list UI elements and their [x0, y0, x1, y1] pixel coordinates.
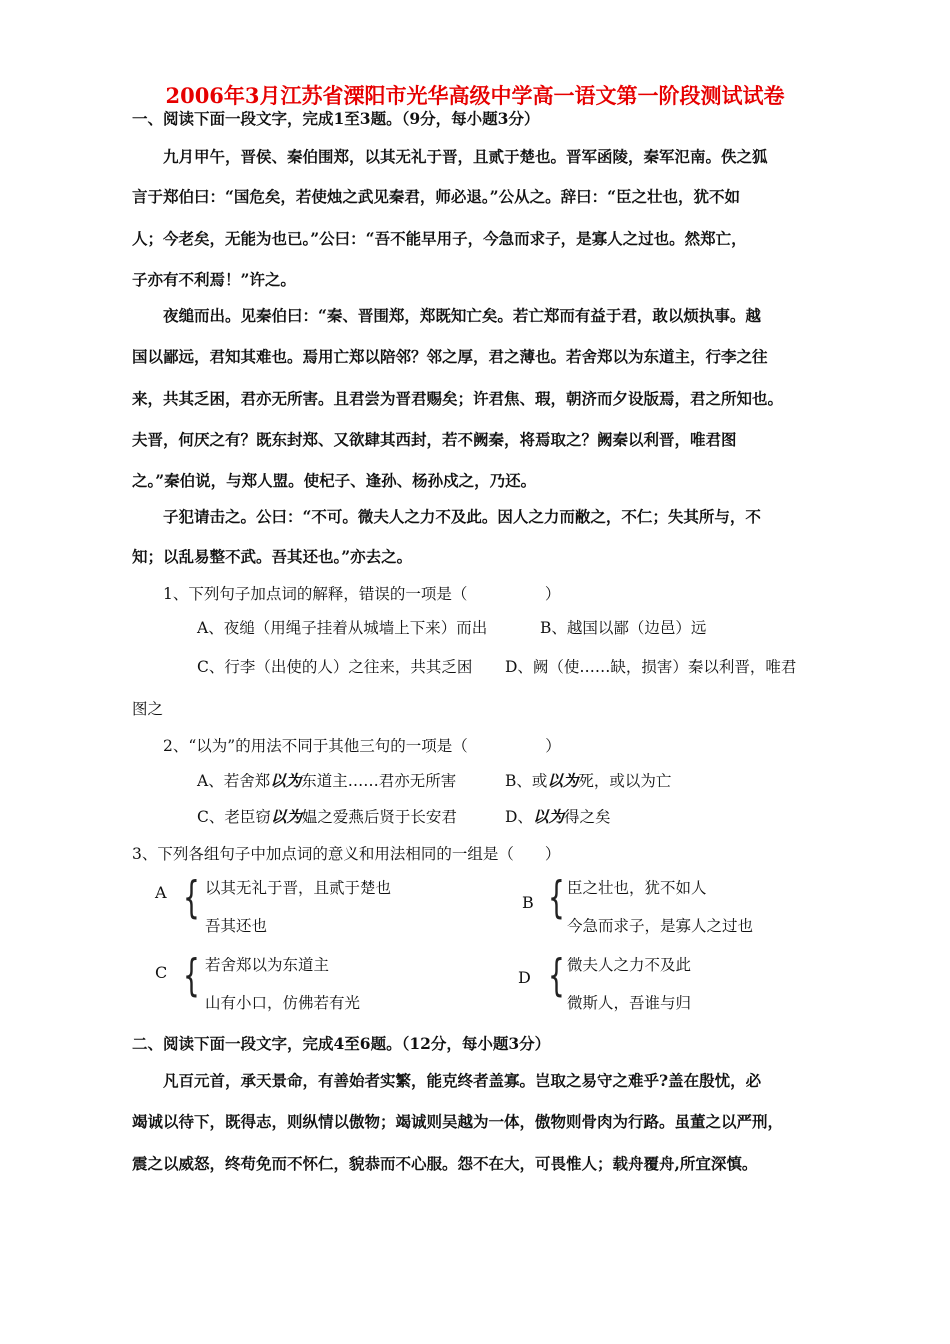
question-2-option-b: B、或以为死，或以为亡 — [505, 771, 672, 790]
passage-line: 凡百元首，承天景命，有善始者实繁，能克终者盖寡。岂取之易守之难乎?盖在殷忧，必 — [163, 1071, 762, 1090]
question-3-option-a-line1: 以其无礼于晋，且贰于楚也 — [205, 879, 392, 897]
passage-line: 夜缒而出。见秦伯曰：“秦、晋围郑，郑既知亡矣。若亡郑而有益于君，敢以烦执事。越 — [163, 306, 761, 325]
question-3-option-b-line1: 臣之壮也，犹不如人 — [567, 879, 707, 897]
emphasis-yiwei: 以为 — [270, 807, 302, 826]
passage-line: 知；以乱易整不武。吾其还也。”亦去之。 — [132, 547, 413, 566]
passage-line: 子亦有不利焉！”许之。 — [132, 270, 296, 289]
passage-line: 来，共其乏困，君亦无所害。且君尝为晋君赐矣；许君焦、瑕，朝济而夕设版焉，君之所知也。 — [132, 389, 784, 408]
question-3-option-d-letter: D — [518, 968, 531, 987]
question-3-option-a-letter: A — [155, 883, 167, 902]
question-3-option-d-line2: 微斯人，吾谁与归 — [567, 994, 692, 1012]
question-3-option-a-line2: 吾其还也 — [205, 917, 268, 935]
question-1-stem: 1、下列句子加点词的解释，错误的一项是（ ） — [163, 585, 561, 603]
question-1-option-c: C、行李（出使的人）之往来，共其乏困 — [197, 658, 473, 676]
passage-line: 竭诚以待下，既得志，则纵情以傲物；竭诚则吴越为一体，傲物则骨肉为行路。虽董之以严刑， — [132, 1112, 784, 1131]
passage-line: 夫晋，何厌之有？既东封郑、又欲肆其西封，若不阙秦，将焉取之？阙秦以利晋，唯君图 — [132, 430, 737, 449]
question-1-option-a: A、夜缒（用绳子挂着从城墙上下来）而出 — [197, 619, 488, 637]
question-2-option-a: A、若舍郑以为东道主……君亦无所害 — [197, 771, 457, 790]
passage-line: 子犯请击之。公曰：“不可。微夫人之力不及此。因人之力而敝之，不仁；失其所与，不 — [163, 507, 761, 526]
emphasis-yiwei: 以为 — [270, 771, 302, 790]
question-3-stem: 3、下列各组句子中加点词的意义和用法相同的一组是（ ） — [132, 845, 561, 863]
passage-line: 言于郑伯曰：“国危矣，若使烛之武见秦君，师必退。”公从之。辞曰：“臣之壮也，犹不如 — [132, 187, 740, 206]
question-1-option-d: D、阙（使……缺，损害）秦以利晋，唯君 — [505, 658, 797, 676]
question-2-option-d: D、以为得之矣 — [505, 807, 611, 826]
passage-line: 国以鄙远，君知其难也。焉用亡郑以陪邻？邻之厚，君之薄也。若舍郑以为东道主，行李之往 — [132, 347, 768, 366]
passage-line: 震之以威怒，终苟免而不怀仁，貌恭而不心服。怨不在大，可畏惟人；载舟覆舟,所宜深慎。 — [132, 1154, 758, 1173]
question-3-option-d-line1: 微夫人之力不及此 — [567, 956, 692, 974]
emphasis-yiwei: 以为 — [547, 771, 579, 790]
question-1-option-d-tail: 图之 — [132, 700, 164, 718]
question-3-option-b-letter: B — [522, 893, 534, 912]
passage-line: 人；今老矣，无能为也已。”公曰：“吾不能早用子，今急而求子，是寡人之过也。然郑亡， — [132, 229, 747, 248]
question-2-stem: 2、“以为”的用法不同于其他三句的一项是（ ） — [163, 737, 561, 755]
question-3-option-c-line1: 若舍郑以为东道主 — [205, 956, 330, 974]
question-2-option-c: C、老臣窃以为媪之爱燕后贤于长安君 — [197, 807, 457, 826]
brace-icon: { — [183, 950, 200, 1001]
question-3-option-c-line2: 山有小口，仿佛若有光 — [205, 994, 361, 1012]
passage-line: 之。”秦伯说，与郑人盟。使杞子、逢孙、杨孙戍之，乃还。 — [132, 471, 537, 490]
section2-heading: 二、阅读下面一段文字，完成4至6题。（12分，每小题3分） — [132, 1034, 551, 1053]
brace-icon: { — [548, 872, 565, 923]
passage-line: 九月甲午，晋侯、秦伯围郑，以其无礼于晋，且贰于楚也。晋军函陵，秦军氾南。佚之狐 — [163, 147, 768, 166]
question-3-option-c-letter: C — [155, 963, 168, 982]
emphasis-yiwei: 以为 — [532, 807, 564, 826]
section1-heading: 一、阅读下面一段文字，完成1至3题。（9分，每小题3分） — [132, 109, 540, 128]
document-title: 2006年3月江苏省溧阳市光华高级中学高一语文第一阶段测试试卷 — [165, 83, 785, 108]
brace-icon: { — [183, 872, 200, 923]
question-1-option-b: B、越国以鄙（边邑）远 — [540, 619, 707, 637]
question-3-option-b-line2: 今急而求子，是寡人之过也 — [567, 917, 754, 935]
brace-icon: { — [548, 950, 565, 1001]
